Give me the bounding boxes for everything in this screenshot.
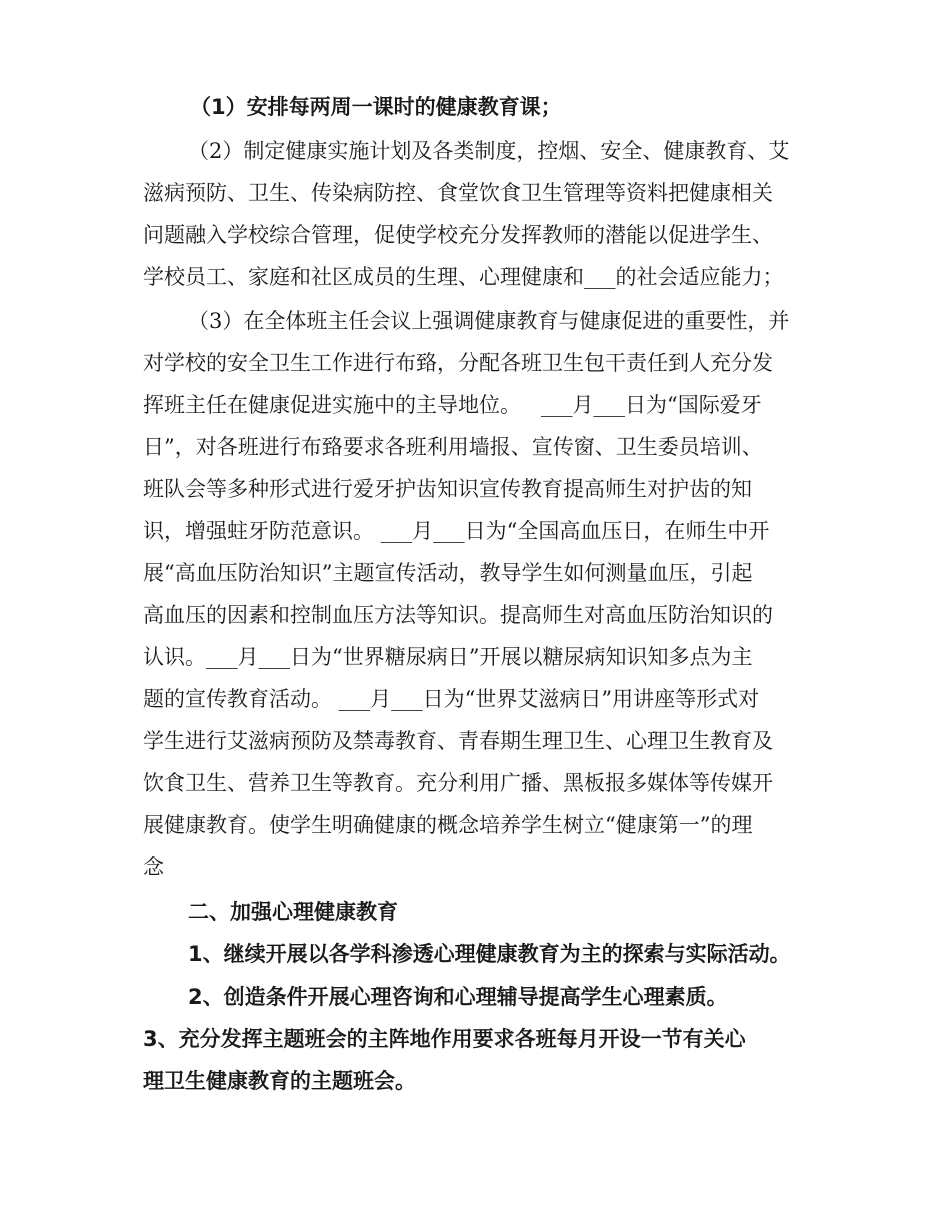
- item-3-line-9: 认识。___月___日为“世界糖尿病日”开展以糖尿病知识知多点为主: [143, 645, 753, 669]
- item-3-line-6: 识，增强蛀牙防范意识。 ___月___日为“全国高血压日，在师生中开: [143, 519, 770, 543]
- item-2-line-2: 滋病预防、卫生、传染病防控、食堂饮食卫生管理等资料把健康相关: [143, 181, 773, 205]
- item-3-line-8: 高血压的因素和控制血压方法等知识。提高师生对高血压防治知识的: [143, 603, 773, 627]
- item-3-line-1: （3）在全体班主任会议上强调健康教育与健康促进的重要性，并: [188, 309, 790, 333]
- section-2-item-1: 1、继续开展以各学科渗透心理健康教育为主的探索与实际活动。: [188, 942, 791, 966]
- item-3-line-14: 念: [143, 855, 164, 879]
- item-3-line-3: 挥班主任在健康促进实施中的主导地位。 ___月___日为“国际爱牙: [143, 393, 762, 417]
- item-3-line-2: 对学校的安全卫生工作进行布臵，分配各班卫生包干责任到人充分发: [143, 351, 773, 375]
- item-2-line-4: 学校员工、家庭和社区成员的生理、心理健康和___的社会适应能力；: [143, 265, 784, 289]
- section-2-heading: 二、加强心理健康教育: [188, 900, 398, 924]
- item-3-line-13: 展健康教育。使学生明确健康的概念培养学生树立“健康第一”的理: [143, 813, 753, 837]
- section-2-item-2: 2、创造条件开展心理咨询和心理辅导提高学生心理素质。: [188, 985, 728, 1009]
- section-2-item-3-line-2: 理卫生健康教育的主题班会。: [143, 1069, 416, 1093]
- item-2-line-1: （2）制定健康实施计划及各类制度，控烟、安全、健康教育、艾: [188, 139, 790, 163]
- item-3-line-10: 题的宣传教育活动。 ___月___日为“世界艾滋病日”用讲座等形式对: [143, 687, 760, 711]
- item-3-line-4: 日”，对各班进行布臵要求各班利用墙报、宣传窗、卫生委员培训、: [143, 435, 763, 459]
- section-2-item-3-line-1: 3、充分发挥主题班会的主阵地作用要求各班每月开设一节有关心: [143, 1027, 746, 1051]
- item-3-line-12: 饮食卫生、营养卫生等教育。充分利用广播、黑板报多媒体等传媒开: [143, 771, 773, 795]
- item-3-line-11: 学生进行艾滋病预防及禁毒教育、青春期生理卫生、心理卫生教育及: [143, 729, 773, 753]
- item-3-line-7: 展“高血压防治知识”主题宣传活动，教导学生如何测量血压，引起: [143, 561, 753, 585]
- item-1-line: （1）安排每两周一课时的健康教育课；: [190, 95, 562, 119]
- item-2-line-3: 问题融入学校综合管理，促使学校充分发挥教师的潜能以促进学生、: [143, 223, 773, 247]
- item-3-line-5: 班队会等多种形式进行爱牙护齿知识宣传教育提高师生对护齿的知: [143, 477, 752, 501]
